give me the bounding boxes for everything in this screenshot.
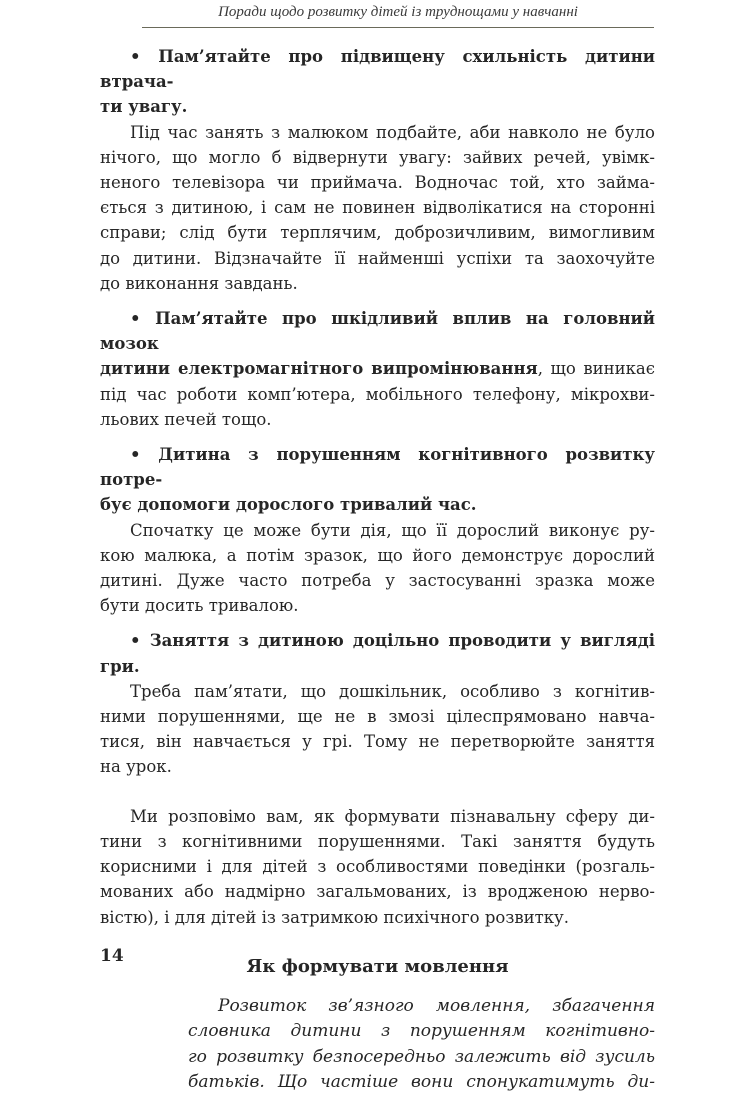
bullet-heading: • Дитина з порушенням когнітивного розвитку потре- бує допомоги дорослого тривалий час. bbox=[100, 445, 655, 515]
summary-paragraph: Ми розповімо вам, як формувати пізнавальну сферу ди- тини з когнітивними порушеннями. Такі заняття будуть корисними і для дітей з особливостями поведінки (розгаль- мованих або надмірно загальмованих, із вродженою нерво- вістю), і для дітей із затримкою психічного розвитку. bbox=[100, 806, 655, 927]
bullet-icon: • bbox=[130, 47, 141, 66]
bullet-icon: • bbox=[130, 445, 141, 465]
running-title: Поради щодо розвитку дітей із труднощами у навчанні bbox=[218, 4, 578, 20]
running-header bbox=[142, 0, 654, 28]
page-content bbox=[100, 44, 655, 1096]
bullet-heading: • Пам’ятайте про шкідливий вплив на головний мозок дитини електромагнітного випромінювання, що виникає під час роботи комп’ютера, мобільного телефону, мікрохви- льових печей тощо. bbox=[100, 309, 656, 429]
bullet-heading: • Пам’ятайте про підвищену схильність дитини втрача- ти увагу. bbox=[100, 47, 656, 117]
bullet-icon: • bbox=[130, 631, 141, 651]
advice-section bbox=[100, 306, 655, 432]
bullet-icon: • bbox=[130, 309, 141, 329]
italic-intro: Розвиток зв’язного мовлення, збагачення словника дитини з порушенням когнітивно- го розвитку безпосередньо залежить від зусиль батьків. Що частіше вони спонукатимуть ди- bbox=[188, 995, 655, 1093]
bullet-body: Під час занять з малюком подбайте, аби навколо не було нічого, що могло б відвернути увагу: зайвих речей, увімк- неного телевізора чи приймача. Водночас той, хто займа- ється з дитиною, і сам не повинен відволікатися на сторонні справи; слід бути терплячим, доброзичливим, вимогливим до дитини. Відзначайте її найменші успіхи та заохочуйте до виконання завдань. bbox=[100, 122, 655, 293]
bullet-heading: • Заняття з дитиною доцільно проводити у вигляді гри. bbox=[100, 631, 655, 676]
advice-section bbox=[100, 628, 655, 779]
bullet-body: Треба пам’ятати, що дошкільник, особливо з когнітив- ними порушеннями, ще не в змозі цілеспрямовано навча- тися, він навчається у грі. Тому не перетворюйте заняття на урок. bbox=[100, 681, 655, 777]
section-heading: Як формувати мовлення bbox=[246, 955, 509, 977]
advice-section bbox=[100, 442, 655, 618]
advice-section bbox=[100, 44, 655, 296]
page-number: 14 bbox=[100, 946, 124, 966]
bullet-body: Спочатку це може бути дія, що її дорослий виконує ру- кою малюка, а потім зразок, що його демонструє дорослий дитині. Дуже часто потреба у застосуванні зразка може бути досить тривалою. bbox=[100, 520, 655, 616]
